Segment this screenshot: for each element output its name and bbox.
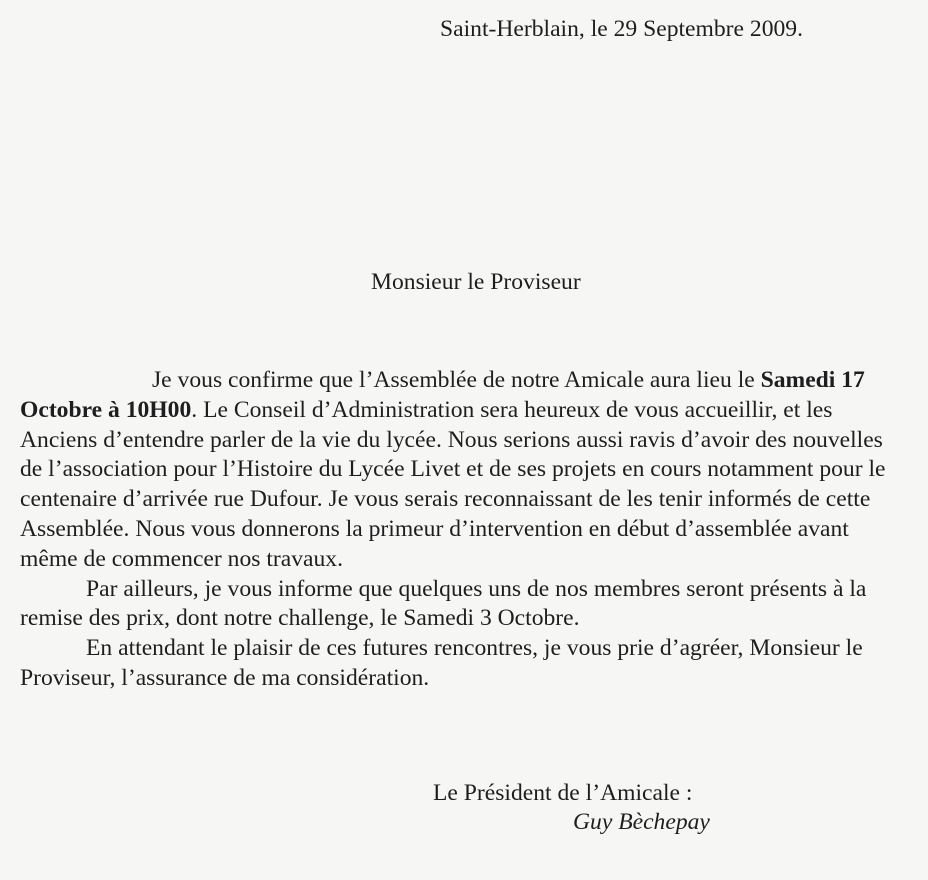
paragraph-3: En attendant le plaisir de ces futures rencontres, je vous prie d’agréer, Monsieur le Proviseur, l’assurance de ma considération.	[20, 635, 863, 691]
signature-title: Le Président de l’Amicale :	[433, 780, 693, 806]
meeting-date: Samedi 17 Octobre à 10H00	[20, 367, 865, 423]
signature-name: Guy Bèchepay	[573, 809, 710, 835]
letter-body	[20, 366, 890, 694]
salutation: Monsieur le Proviseur	[371, 269, 581, 295]
paragraph-2: Par ailleurs, je vous informe que quelques uns de nos membres seront présents à la remise des prix, dont notre challenge, le Samedi 3 Octobre.	[20, 575, 867, 632]
paragraph-1-rest: . Le Conseil d’Administration sera heureux de vous accueillir, et les Anciens d’entendre parler de la vie du lycée. Nous serions aussi ravis d’avoir des nouvelles de l’association pour l’Histoire du Lycée Livet et de ses projets en cours notamment pour le centenaire d’arrivée rue Dufour. Je vous serais reconnaissant de les tenir informés de cette Assemblée. Nous vous donnerons la primeur d’intervention en début d’assemblée avant même de commencer nos travaux.	[20, 396, 886, 572]
paragraph-1-intro: Je vous confirme que l’Assemblée de notre Amicale aura lieu le	[152, 367, 761, 393]
paragraph-1	[20, 366, 890, 575]
date-line: Saint-Herblain, le 29 Septembre 2009.	[440, 16, 803, 42]
